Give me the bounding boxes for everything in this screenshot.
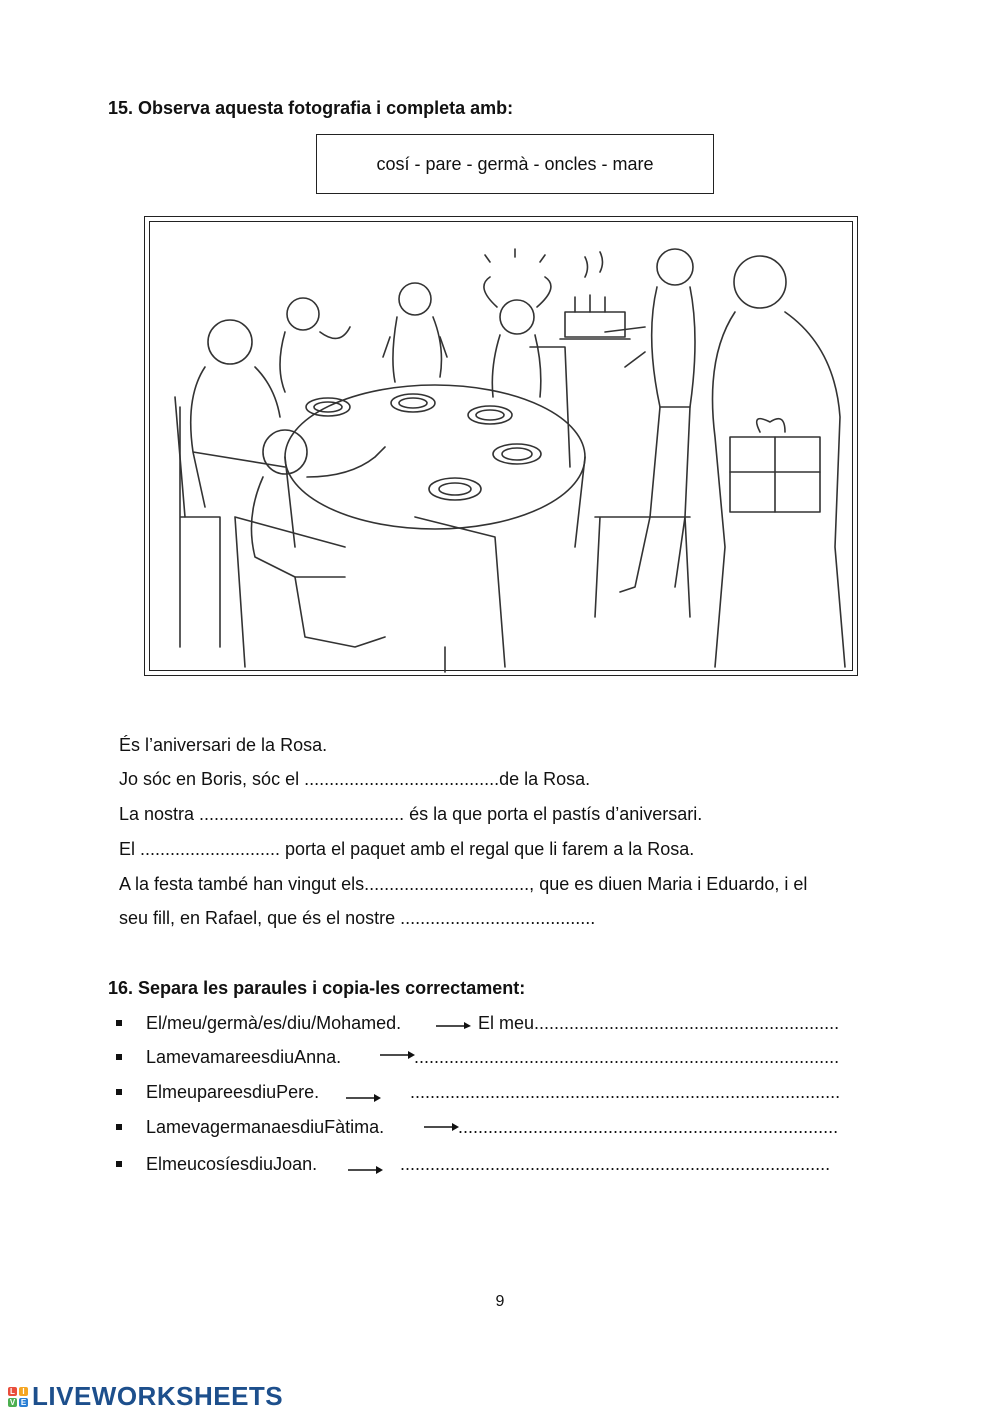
item-text: ElmeupareesdiuPere. bbox=[146, 1082, 320, 1102]
exercise-15-line-1: És l’aniversari de la Rosa. bbox=[119, 735, 328, 755]
answer-field[interactable]: ...................................................................................... bbox=[410, 1082, 841, 1102]
brand-name: LIVEWORKSHEETS bbox=[32, 1381, 284, 1411]
arrow-right-icon bbox=[348, 1160, 384, 1174]
item-text: LamevamareesdiuAnna. bbox=[146, 1047, 342, 1067]
exercise-15-line-6: seu fill, en Rafael, que és el nostre ....................................... bbox=[119, 908, 596, 928]
item-text: LamevagermanaesdiuFàtima. bbox=[146, 1117, 385, 1137]
bullet-icon bbox=[116, 1124, 122, 1130]
arrow-right-icon bbox=[436, 1017, 472, 1029]
birthday-party-illustration bbox=[144, 216, 858, 676]
exercise-15-heading: 15. Observa aquesta fotografia i completa amb: bbox=[108, 98, 514, 118]
bullet-icon bbox=[116, 1020, 122, 1026]
bullet-icon bbox=[116, 1054, 122, 1060]
liveworksheets-logo-icon: L I V E bbox=[9, 1386, 27, 1407]
item-text: El/meu/germà/es/diu/Mohamed. bbox=[146, 1013, 402, 1033]
liveworksheets-logo[interactable] bbox=[8, 1381, 283, 1412]
answer-field[interactable]: ..................................................................................... bbox=[414, 1047, 840, 1067]
exercise-15-line-5: A la festa també han vingut els................................., que es diuen Maria i Eduardo, i el bbox=[119, 874, 808, 894]
bullet-icon bbox=[116, 1089, 122, 1095]
arrow-right-icon bbox=[380, 1049, 416, 1061]
arrow-right-icon bbox=[346, 1088, 382, 1102]
page-number: 9 bbox=[495, 1293, 505, 1310]
answer-field[interactable]: ...................................................................................... bbox=[400, 1154, 831, 1174]
answer-field[interactable]: El meu............................................................. bbox=[478, 1013, 840, 1033]
arrow-right-icon bbox=[424, 1121, 460, 1133]
exercise-16-heading: 16. Separa les paraules i copia-les correctament: bbox=[108, 978, 526, 998]
word-bank-text: cosí - pare - germà - oncles - mare bbox=[376, 153, 654, 174]
birthday-party-drawing-icon bbox=[145, 217, 859, 677]
word-bank-box bbox=[316, 134, 714, 194]
item-text: ElmeucosíesdiuJoan. bbox=[146, 1154, 318, 1174]
exercise-15-line-4: El ............................ porta el paquet amb el regal que li farem a la Rosa. bbox=[119, 839, 695, 859]
exercise-15-line-2: Jo sóc en Boris, sóc el .......................................de la Rosa. bbox=[119, 769, 591, 789]
bullet-icon bbox=[116, 1161, 122, 1167]
exercise-15-line-3: La nostra ......................................... és la que porta el pastís d’aniversari. bbox=[119, 804, 703, 824]
answer-field[interactable]: ............................................................................ bbox=[458, 1117, 839, 1137]
